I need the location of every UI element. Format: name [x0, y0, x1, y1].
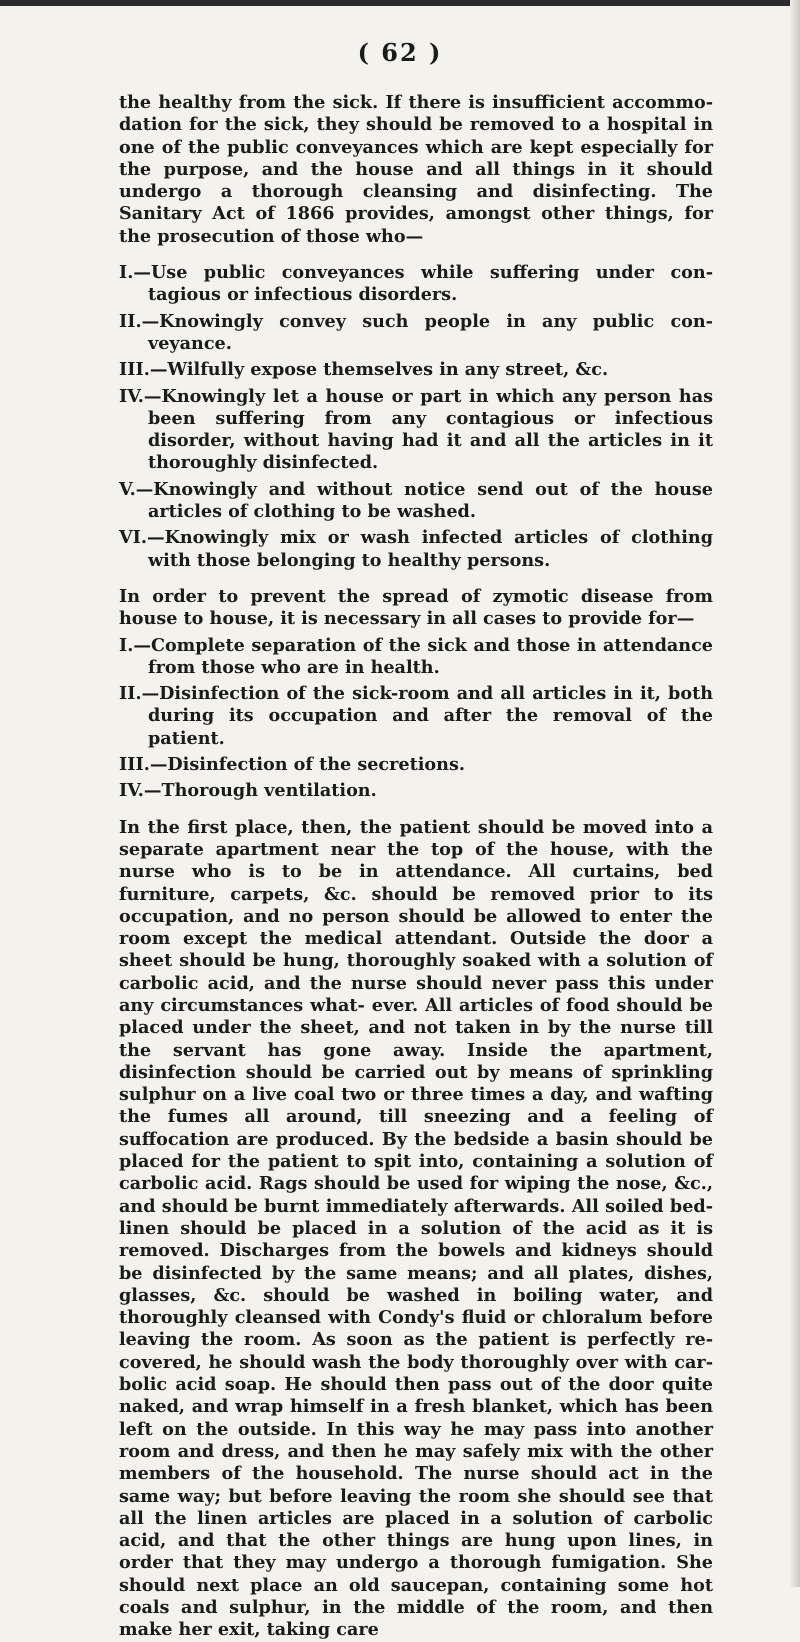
list-item: I.—Use public conveyances while suffering under con- tagious or infectious disorders.: [119, 262, 713, 306]
list-item: III.—Wilfully expose themselves in any street, &c.: [119, 359, 609, 381]
list-item: V.—Knowingly and without notice send out of the house articles of clothing to be washed.: [119, 478, 713, 523]
prevention-list: [119, 635, 713, 803]
prevention-paragraph: In order to prevent the spread of zymotic disease from house to house, it is necessary in all cases to provide for—: [119, 585, 713, 630]
main-paragraph: In the first place, then, the patient should be moved into a separate apartment near the top of the house, with the nurse who is to be in attendance. All curtains, bed furniture, carpets, &c. should be removed prior to its occupation, and no person should be allowed to enter the room except the medical attendant. Outside the door a sheet should be hung, thoroughly soaked with a solution of carbolic acid, and the nurse should never pass this under any circumstances what- ever. All articles of food should be placed under the sheet, and not taken in by the nurse till the servant has gone away. Inside the apartment, disinfection should be carried out by means of sprinkling sulphur on a live coal two or three times a day, and wafting the fumes all around, till sneezing and a feeling of suffocation are produced. By the bedside a basin should be placed for the patient to spit into, containing a solution of carbolic acid. Rags should be used for wiping the nose, &c., and should be burnt immediately afterwards. All soiled bed-linen should be placed in a solution of the acid as it is removed. Discharges from the bowels and kidneys should be disinfected by the same means; and all plates, dishes, glasses, &c. should be washed in boiling water, and thoroughly cleansed with Condy's fluid or chloralum before leaving the room. As soon as the patient is perfectly re- covered, he should wash the body thoroughly over with car- bolic acid soap. He should then pass out of the door quite naked, and wrap himself in a fresh blanket, which has been left on the outside. In this way he may pass into another room and dress, and then he may safely mix with the other members of the household. The nurse should act in the same way; but before leaving the room she should see that all the linen articles are placed in a solution of carbolic acid, and that the other things are hung upon lines, in order that they may undergo a thorough fumigation. She should next place an old saucepan, containing some hot coals and sulphur, in the middle of the room, and then make her exit, taking care: [119, 816, 713, 1641]
list-item: VI.—Knowingly mix or wash infected articles of clothing with those belonging to healthy persons.: [119, 527, 713, 571]
list-item: IV.—Thorough ventilation.: [119, 780, 377, 802]
prosecution-list: [119, 262, 713, 572]
intro-paragraph: the healthy from the sick. If there is insufficient accommo- dation for the sick, they should be removed to a hospital in one of the public conveyances which are kept especially for the purpose, and the house and all things in it should undergo a thorough cleansing and disinfecting. The Sanitary Act of 1866 provides, amongst other things, for the prosecution of those who—: [119, 92, 713, 247]
page-text: [119, 92, 713, 1642]
list-item: II.—Disinfection of the sick-room and all articles in it, both during its occupation and after the removal of the patient.: [119, 683, 713, 749]
top-border: [0, 0, 800, 6]
list-item: IV.—Knowingly let a house or part in which any person has been suffering from any contagious or infectious disorder, without having had it and all the articles in it thoroughly disinfected.: [119, 385, 713, 474]
list-item: II.—Knowingly convey such people in any public con- veyance.: [119, 310, 713, 354]
list-item: I.—Complete separation of the sick and those in attendance from those who are in health.: [119, 634, 713, 678]
page-number: ( 62 ): [357, 38, 443, 67]
page-edge: [790, 0, 800, 1587]
list-item: III.—Disinfection of the secretions.: [119, 754, 465, 776]
